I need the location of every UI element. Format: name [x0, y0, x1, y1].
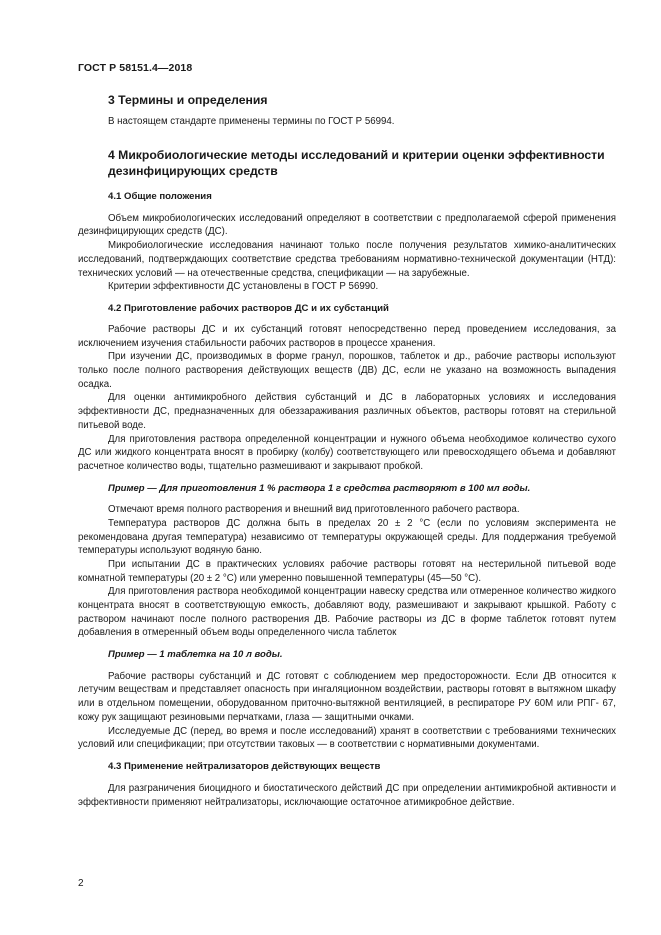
section-4-2-title: 4.2 Приготовление рабочих растворов ДС и их субстанций: [108, 302, 389, 314]
section-4-1-title: 4.1 Общие положения: [108, 190, 212, 202]
section-3-text: В настоящем стандарте применены термины по ГОСТ Р 56994.: [108, 116, 395, 127]
page-content: [78, 92, 616, 809]
paragraph: Для оценки антимикробного действия субстанций и ДС в лабораторных условиях и исследования эффективности ДС, предназначенных для обеззараживания различных объектов, растворы готовят на стерильной питьевой воде.: [78, 392, 616, 431]
paragraph: Рабочие растворы субстанций и ДС готовят с соблюдением мер предосторожности. Если ДВ относится к летучим веществам и представляет опасность при ингаляционном воздействии, растворы готовят в вытяжном шкафу или в отдельном помещении, оборудованном приточно-вытяжной вентиляцией, в респираторе РУ 60М или РПГ- 67, кожу рук защищают резиновыми перчатками, глаза — защитными очками.: [78, 670, 616, 723]
paragraph: Для приготовления раствора необходимой концентрации навеску средства или отмеренное количество жидкого концентрата вносят в соответствующую емкость, добавляют воду, размешивают и закрывают крышкой. Работу с раствором начинают после полного растворения ДВ. Рабочие растворы из ДС в форме таблеток готовят путем добавления в отмеренный объем воды определенного числа таблеток: [78, 586, 616, 639]
page-number: 2: [78, 878, 84, 889]
paragraph: Отмечают время полного растворения и внешний вид приготовленного рабочего раствора.: [108, 504, 520, 516]
paragraph: Критерии эффективности ДС установлены в ГОСТ Р 56990.: [108, 281, 379, 293]
paragraph: При испытании ДС в практических условиях рабочие растворы готовят на нестерильной питьевой воде комнатной температуры (20 ± 2 °С) или умеренно повышенной температуры (45—50 °С).: [78, 558, 616, 584]
standard-header: ГОСТ Р 58151.4—2018: [78, 62, 193, 74]
section-4-3-title: 4.3 Применение нейтрализаторов действующих веществ: [108, 760, 381, 772]
example-note: Пример — 1 таблетка на 10 л воды.: [108, 649, 283, 661]
section-3-title: 3 Термины и определения: [108, 93, 268, 107]
paragraph: Для разграничения биоцидного и биостатического действий ДС при определении антимикробной активности и эффективности применяют нейтрализаторы, исключающие остаточное атимикробное действие.: [78, 782, 616, 808]
paragraph: Для приготовления раствора определенной концентрации и нужного объема необходимое количество сухого ДС или жидкого концентрата вносят в пробирку (колбу) соответствующего или превосходящего объема и добавляют расчетное количество воды, тщательно размешивают и закрывают пробкой.: [78, 433, 616, 472]
paragraph: Рабочие растворы ДС и их субстанций готовят непосредственно перед проведением исследования, за исключением изучения стабильности рабочих растворов в процессе хранения.: [78, 323, 616, 349]
paragraph: При изучении ДС, производимых в форме гранул, порошков, таблеток и др., рабочие растворы используют только после полного растворения действующих веществ (ДВ) ДС, если не указано на возможность выпадения осадка.: [78, 351, 616, 390]
paragraph: Объем микробиологических исследований определяют в соответствии с предполагаемой сферой применения дезинфицирующих средств (ДС).: [78, 212, 616, 238]
section-4-title: 4 Микробиологические методы исследований и критерии оценки эффективности дезинфицирующих средств: [108, 147, 605, 178]
example-note: Пример — Для приготовления 1 % раствора 1 г средства растворяют в 100 мл воды.: [108, 482, 531, 494]
paragraph: Исследуемые ДС (перед, во время и после исследований) хранят в соответствии с требованиями технических условий или спецификации; при отсутствии таковых — в соответствии с нормативными документами.: [78, 725, 616, 751]
paragraph: Микробиологические исследования начинают только после получения результатов химико-аналитических исследований, подтверждающих соответствие средства требованиям нормативно-технической документации (НТД): технических условий — на отечественные средства, спецификации — на зарубежные.: [78, 240, 616, 279]
paragraph: Температура растворов ДС должна быть в пределах 20 ± 2 °С (если по условиям эксперимента не рекомендована другая температура) независимо от температуры окружающей среды. Для поддержания требуемой температуры используют водяную баню.: [78, 517, 616, 557]
